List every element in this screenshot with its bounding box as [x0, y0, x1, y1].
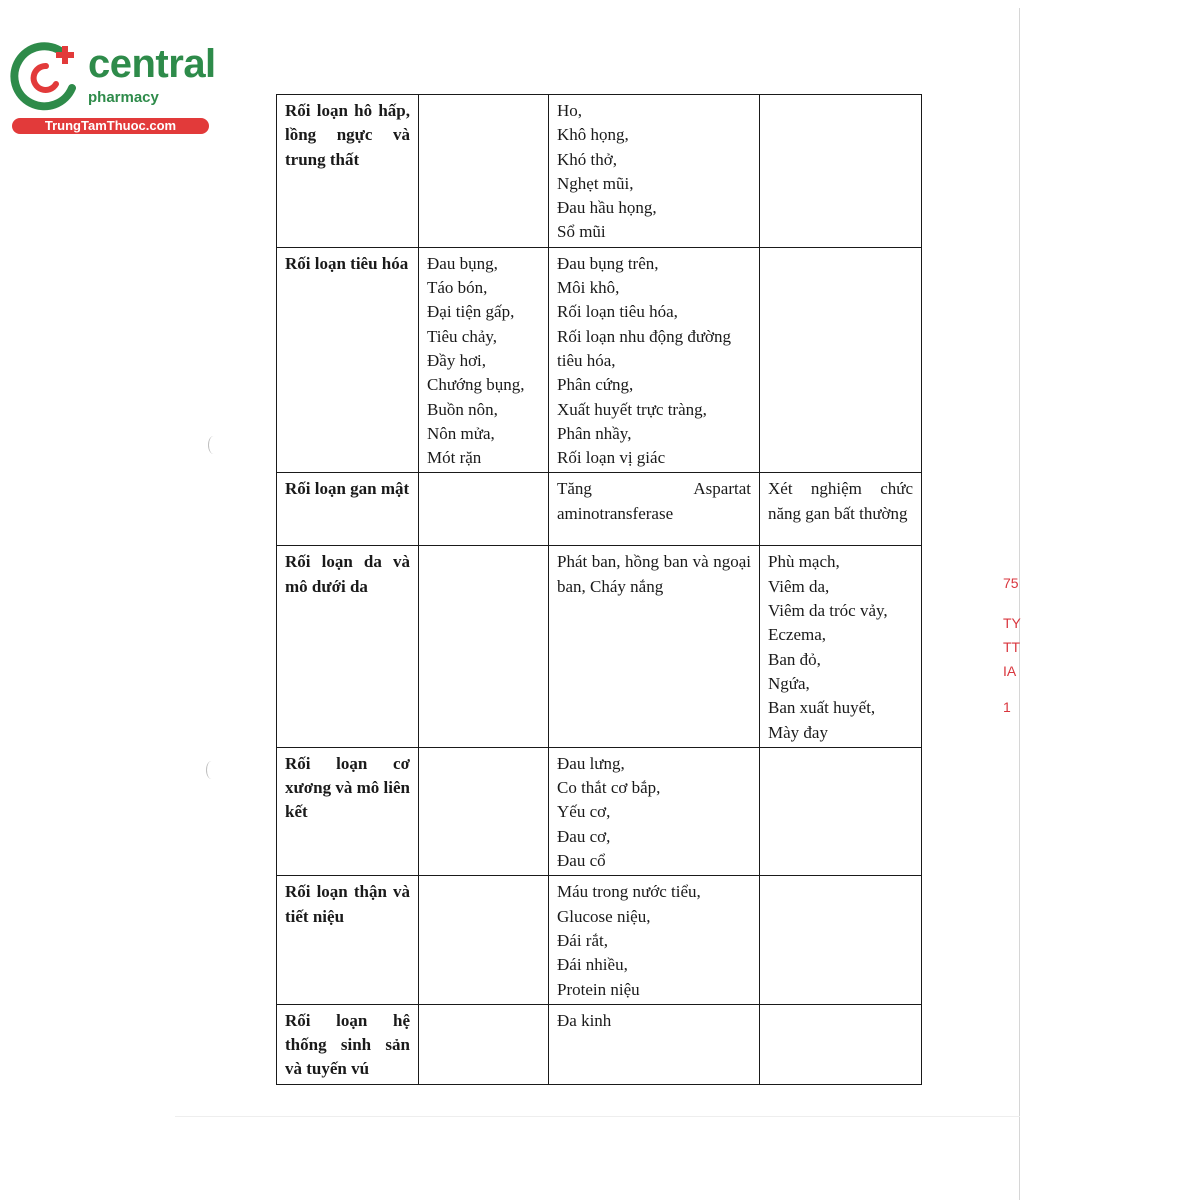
rare-reactions-cell	[760, 1004, 922, 1084]
reaction-item: Đau bụng trên,	[557, 253, 659, 273]
table-row	[277, 473, 922, 546]
reaction-item: Ban xuất huyết,	[768, 698, 876, 718]
table-row	[277, 546, 922, 747]
reaction-item: Ho,	[557, 101, 583, 120]
reaction-item: Buồn nôn,	[427, 399, 498, 419]
common-reactions-cell	[419, 1004, 549, 1084]
rare-reactions-cell	[760, 876, 922, 1004]
reaction-item: Táo bón,	[427, 278, 488, 298]
organ-class-cell: Rối loạn gan mật	[277, 473, 419, 546]
reaction-item: Rối loạn tiêu hóa,	[557, 302, 678, 322]
organ-class-cell: Rối loạn hô hấp, lồng ngực và trung thất	[277, 95, 419, 248]
reaction-item: Ban đỏ,	[768, 649, 821, 669]
common-reactions-cell	[419, 747, 549, 875]
organ-class-cell: Rối loạn thận và tiết niệu	[277, 876, 419, 1004]
brand-subtitle: pharmacy	[88, 89, 159, 106]
table-row	[277, 747, 922, 875]
reaction-item: Rối loạn vị giác	[557, 448, 666, 468]
reaction-item: Phân cứng,	[557, 375, 634, 395]
common-reactions-cell	[419, 546, 549, 747]
rare-reactions-cell	[760, 247, 922, 473]
reaction-item: Viêm da,	[768, 576, 830, 596]
red-stamp-fragment	[1003, 570, 1019, 720]
reaction-item: Rối loạn nhu động đường tiêu hóa,	[557, 326, 732, 370]
reaction-item: Đau hầu họng,	[557, 198, 657, 218]
reaction-item: Nôn mửa,	[427, 423, 495, 443]
organ-class-cell: Rối loạn hệ thống sinh sản và tuyến vú	[277, 1004, 419, 1084]
stamp-text: IA	[1003, 663, 1017, 679]
reaction-item: Glucose niệu,	[557, 906, 651, 926]
organ-class-cell: Rối loạn da và mô dưới da	[277, 546, 419, 747]
reaction-item: Ngứa,	[768, 673, 810, 693]
table-row	[277, 1004, 922, 1084]
page-bottom-rule	[175, 1116, 1020, 1117]
reaction-item: Xuất huyết trực tràng,	[557, 399, 707, 419]
reaction-item: Đái rắt,	[557, 930, 608, 950]
uncommon-reactions-cell: Phát ban, hồng ban và ngoại ban, Cháy nắng	[549, 546, 760, 747]
page-edge-line	[1019, 8, 1020, 1200]
rare-reactions-cell	[760, 95, 922, 248]
reaction-item: Eczema,	[768, 625, 827, 645]
common-reactions-cell	[419, 473, 549, 546]
common-reactions-cell	[419, 95, 549, 248]
organ-class-cell: Rối loạn tiêu hóa	[277, 247, 419, 473]
reaction-item: Đầy hơi,	[427, 350, 487, 370]
brand-name: central	[88, 42, 216, 86]
reaction-item: Đại tiện gấp,	[427, 302, 515, 322]
stamp-text: 1	[1003, 699, 1011, 715]
table-row	[277, 247, 922, 473]
reaction-item: Đái nhiều,	[557, 955, 628, 975]
common-reactions-cell	[419, 876, 549, 1004]
uncommon-reactions-cell	[549, 95, 760, 248]
reaction-item: Đau cơ,	[557, 826, 611, 846]
reaction-item: Nghẹt mũi,	[557, 173, 634, 193]
rare-reactions-cell: Xét nghiệm chức năng gan bất thường	[760, 473, 922, 546]
punch-hole-mark	[208, 436, 219, 454]
uncommon-reactions-cell	[549, 747, 760, 875]
stamp-text: 75	[1003, 575, 1019, 591]
reaction-item: Môi khô,	[557, 278, 620, 298]
uncommon-reactions-cell	[549, 247, 760, 473]
rare-reactions-cell	[760, 747, 922, 875]
reaction-item: Khó thở,	[557, 149, 617, 169]
common-reactions-cell	[419, 247, 549, 473]
uncommon-reactions-cell: Tăng Aspartat aminotransferase	[549, 473, 760, 546]
reaction-item: Đau lưng,	[557, 753, 625, 773]
reaction-item: Khô họng,	[557, 125, 629, 145]
reaction-item: Đau bụng,	[427, 253, 498, 273]
reaction-item: Co thắt cơ bắp,	[557, 778, 661, 798]
reaction-item: Viêm da tróc vảy,	[768, 601, 888, 621]
table-row	[277, 95, 922, 248]
logo-mark-icon	[10, 38, 90, 118]
stamp-text: TY	[1003, 615, 1021, 631]
reaction-item: Protein niệu	[557, 979, 640, 999]
uncommon-reactions-cell	[549, 876, 760, 1004]
brand-website-badge: TrungTamThuoc.com	[12, 118, 209, 134]
reaction-item: Yếu cơ,	[557, 802, 611, 822]
stamp-text: TT	[1003, 639, 1021, 655]
table-body	[277, 95, 922, 1085]
reaction-item: Chướng bụng,	[427, 375, 525, 395]
table-row	[277, 876, 922, 1004]
reaction-item: Phù mạch,	[768, 552, 840, 572]
rare-reactions-cell	[760, 546, 922, 747]
reaction-item: Đa kinh	[557, 1010, 612, 1030]
uncommon-reactions-cell	[549, 1004, 760, 1084]
reaction-item: Đau cổ	[557, 851, 606, 871]
punch-hole-mark	[206, 761, 217, 779]
adverse-reactions-table	[276, 94, 922, 1085]
reaction-item: Mày đay	[768, 722, 828, 742]
reaction-item: Tiêu chảy,	[427, 326, 498, 346]
reaction-item: Máu trong nước tiểu,	[557, 882, 701, 902]
organ-class-cell: Rối loạn cơ xương và mô liên kết	[277, 747, 419, 875]
reaction-item: Phân nhầy,	[557, 423, 632, 443]
reaction-item: Mót rặn	[427, 448, 482, 468]
reaction-item: Sổ mũi	[557, 222, 606, 242]
